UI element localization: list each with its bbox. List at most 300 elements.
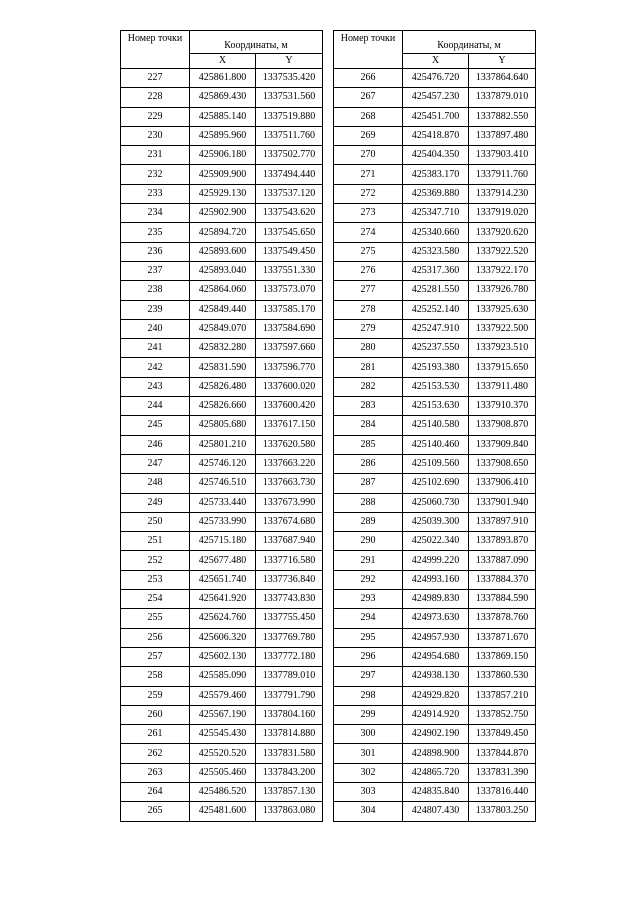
point-number-cell: 244 [121, 397, 190, 416]
point-number-cell: 293 [334, 590, 403, 609]
point-number-cell: 304 [334, 802, 403, 821]
x-coordinate-cell: 425418.870 [403, 126, 469, 145]
x-coordinate-cell: 425826.660 [190, 397, 256, 416]
table-row [121, 782, 323, 801]
point-number-cell: 251 [121, 532, 190, 551]
point-number-cell: 279 [334, 319, 403, 338]
y-coordinate-cell: 1337831.390 [469, 763, 536, 782]
point-number-cell: 231 [121, 146, 190, 165]
point-number-cell: 274 [334, 223, 403, 242]
table-row [334, 590, 536, 609]
point-number-cell: 236 [121, 242, 190, 261]
x-coordinate-cell: 425893.600 [190, 242, 256, 261]
point-number-cell: 302 [334, 763, 403, 782]
table-row [121, 647, 323, 666]
y-coordinate-cell: 1337597.660 [256, 339, 323, 358]
table-row [334, 358, 536, 377]
table-row [334, 802, 536, 821]
x-coordinate-cell: 425641.920 [190, 590, 256, 609]
point-number-cell: 237 [121, 261, 190, 280]
y-coordinate-cell: 1337919.020 [469, 204, 536, 223]
x-coordinate-cell: 425340.660 [403, 223, 469, 242]
point-number-cell: 288 [334, 493, 403, 512]
y-coordinate-cell: 1337663.220 [256, 454, 323, 473]
x-coordinate-cell: 425153.630 [403, 397, 469, 416]
point-number-cell: 256 [121, 628, 190, 647]
point-number-cell: 257 [121, 647, 190, 666]
point-number-cell: 268 [334, 107, 403, 126]
y-coordinate-cell: 1337673.990 [256, 493, 323, 512]
y-coordinate-cell: 1337869.150 [469, 647, 536, 666]
x-coordinate-cell: 425457.230 [403, 88, 469, 107]
x-coordinate-cell: 425486.520 [190, 782, 256, 801]
x-coordinate-cell: 425193.380 [403, 358, 469, 377]
table-row [121, 204, 323, 223]
y-coordinate-cell: 1337620.580 [256, 435, 323, 454]
y-coordinate-cell: 1337804.160 [256, 705, 323, 724]
point-number-cell: 297 [334, 667, 403, 686]
x-coordinate-cell: 425060.730 [403, 493, 469, 512]
point-number-cell: 289 [334, 512, 403, 531]
y-coordinate-cell: 1337908.650 [469, 454, 536, 473]
y-coordinate-cell: 1337857.210 [469, 686, 536, 705]
y-coordinate-cell: 1337600.020 [256, 377, 323, 396]
y-coordinate-cell: 1337852.750 [469, 705, 536, 724]
x-coordinate-cell: 425606.320 [190, 628, 256, 647]
table-row [334, 184, 536, 203]
table-row [334, 126, 536, 145]
table-row [334, 339, 536, 358]
point-number-cell: 253 [121, 570, 190, 589]
table-row [334, 493, 536, 512]
x-coordinate-cell: 424989.830 [403, 590, 469, 609]
point-number-cell: 284 [334, 416, 403, 435]
y-coordinate-cell: 1337893.870 [469, 532, 536, 551]
table-row [121, 69, 323, 88]
x-coordinate-cell: 425895.960 [190, 126, 256, 145]
y-coordinate-cell: 1337535.420 [256, 69, 323, 88]
point-number-cell: 228 [121, 88, 190, 107]
x-coordinate-cell: 425153.530 [403, 377, 469, 396]
y-coordinate-cell: 1337863.080 [256, 802, 323, 821]
y-coordinate-cell: 1337716.580 [256, 551, 323, 570]
point-number-cell: 298 [334, 686, 403, 705]
point-number-cell: 295 [334, 628, 403, 647]
point-number-cell: 273 [334, 204, 403, 223]
table-row [121, 609, 323, 628]
y-coordinate-cell: 1337743.830 [256, 590, 323, 609]
x-coordinate-cell: 425677.480 [190, 551, 256, 570]
y-coordinate-cell: 1337791.790 [256, 686, 323, 705]
table-row [334, 454, 536, 473]
x-coordinate-cell: 425451.700 [403, 107, 469, 126]
table-row [334, 146, 536, 165]
coordinates-table-left [120, 30, 323, 822]
x-coordinate-cell: 425404.350 [403, 146, 469, 165]
y-coordinate-cell: 1337789.010 [256, 667, 323, 686]
table-row [334, 319, 536, 338]
y-coordinate-cell: 1337843.200 [256, 763, 323, 782]
table-row [121, 377, 323, 396]
point-number-cell: 265 [121, 802, 190, 821]
table-row [334, 165, 536, 184]
point-number-cell: 229 [121, 107, 190, 126]
point-number-cell: 283 [334, 397, 403, 416]
point-number-cell: 266 [334, 69, 403, 88]
point-number-cell: 239 [121, 300, 190, 319]
point-number-cell: 247 [121, 454, 190, 473]
y-coordinate-cell: 1337915.650 [469, 358, 536, 377]
point-number-cell: 291 [334, 551, 403, 570]
y-coordinate-cell: 1337901.940 [469, 493, 536, 512]
y-coordinate-cell: 1337908.870 [469, 416, 536, 435]
point-number-cell: 300 [334, 725, 403, 744]
table-row [121, 107, 323, 126]
table-row [334, 705, 536, 724]
x-coordinate-cell: 425849.440 [190, 300, 256, 319]
point-number-cell: 296 [334, 647, 403, 666]
table-row [334, 570, 536, 589]
table-row [334, 300, 536, 319]
table-row [334, 532, 536, 551]
y-coordinate-cell: 1337878.760 [469, 609, 536, 628]
y-coordinate-cell: 1337816.440 [469, 782, 536, 801]
table-row [121, 763, 323, 782]
table-row [121, 474, 323, 493]
y-coordinate-cell: 1337860.530 [469, 667, 536, 686]
x-coordinate-cell: 425347.710 [403, 204, 469, 223]
y-coordinate-cell: 1337844.870 [469, 744, 536, 763]
point-number-cell: 285 [334, 435, 403, 454]
y-coordinate-cell: 1337911.480 [469, 377, 536, 396]
table-row [334, 782, 536, 801]
x-coordinate-cell: 424993.160 [403, 570, 469, 589]
point-number-cell: 242 [121, 358, 190, 377]
y-coordinate-cell: 1337910.370 [469, 397, 536, 416]
table-row [334, 242, 536, 261]
x-coordinate-cell: 425906.180 [190, 146, 256, 165]
table-row [121, 725, 323, 744]
x-coordinate-cell: 425733.440 [190, 493, 256, 512]
y-coordinate-cell: 1337519.880 [256, 107, 323, 126]
table-row [334, 474, 536, 493]
table-row [334, 609, 536, 628]
point-number-cell: 252 [121, 551, 190, 570]
y-coordinate-cell: 1337803.250 [469, 802, 536, 821]
table-row [334, 223, 536, 242]
table-row [121, 358, 323, 377]
point-number-cell: 270 [334, 146, 403, 165]
y-coordinate-cell: 1337882.550 [469, 107, 536, 126]
x-coordinate-cell: 424902.190 [403, 725, 469, 744]
table-row [334, 261, 536, 280]
y-coordinate-cell: 1337887.090 [469, 551, 536, 570]
point-number-cell: 260 [121, 705, 190, 724]
table-row [121, 570, 323, 589]
table-row [121, 667, 323, 686]
y-coordinate-cell: 1337617.150 [256, 416, 323, 435]
y-coordinate-cell: 1337857.130 [256, 782, 323, 801]
point-number-cell: 245 [121, 416, 190, 435]
x-coordinate-cell: 425505.460 [190, 763, 256, 782]
y-coordinate-cell: 1337864.640 [469, 69, 536, 88]
x-coordinate-cell: 424835.840 [403, 782, 469, 801]
y-coordinate-cell: 1337879.010 [469, 88, 536, 107]
table-row [121, 339, 323, 358]
point-number-cell: 243 [121, 377, 190, 396]
y-coordinate-cell: 1337926.780 [469, 281, 536, 300]
table-row [121, 242, 323, 261]
table-row [334, 69, 536, 88]
x-coordinate-cell: 425715.180 [190, 532, 256, 551]
table-row [121, 397, 323, 416]
point-number-cell: 258 [121, 667, 190, 686]
x-coordinate-cell: 424898.900 [403, 744, 469, 763]
y-coordinate-cell: 1337814.880 [256, 725, 323, 744]
y-coordinate-cell: 1337531.560 [256, 88, 323, 107]
point-number-cell: 272 [334, 184, 403, 203]
x-coordinate-cell: 425864.060 [190, 281, 256, 300]
point-number-cell: 240 [121, 319, 190, 338]
point-number-cell: 267 [334, 88, 403, 107]
y-coordinate-cell: 1337922.520 [469, 242, 536, 261]
y-coordinate-cell: 1337849.450 [469, 725, 536, 744]
x-coordinate-cell: 425140.580 [403, 416, 469, 435]
y-column-header: Y [469, 54, 536, 69]
y-coordinate-cell: 1337911.760 [469, 165, 536, 184]
y-coordinate-cell: 1337494.440 [256, 165, 323, 184]
x-coordinate-cell: 425602.130 [190, 647, 256, 666]
x-coordinate-cell: 425369.880 [403, 184, 469, 203]
table-row [334, 667, 536, 686]
coordinates-header: Координаты, м [190, 31, 323, 54]
table-row [121, 184, 323, 203]
x-coordinate-cell: 425252.140 [403, 300, 469, 319]
x-coordinate-cell: 424929.820 [403, 686, 469, 705]
point-number-cell: 282 [334, 377, 403, 396]
point-number-cell: 292 [334, 570, 403, 589]
x-coordinate-cell: 425746.510 [190, 474, 256, 493]
x-coordinate-cell: 425894.720 [190, 223, 256, 242]
y-coordinate-cell: 1337884.370 [469, 570, 536, 589]
table-row [334, 88, 536, 107]
point-number-cell: 261 [121, 725, 190, 744]
table-row [334, 744, 536, 763]
x-coordinate-cell: 425929.130 [190, 184, 256, 203]
y-coordinate-cell: 1337549.450 [256, 242, 323, 261]
point-number-cell: 250 [121, 512, 190, 531]
table-row [121, 435, 323, 454]
y-coordinate-cell: 1337551.330 [256, 261, 323, 280]
x-coordinate-cell: 425651.740 [190, 570, 256, 589]
y-coordinate-cell: 1337884.590 [469, 590, 536, 609]
point-number-cell: 262 [121, 744, 190, 763]
y-coordinate-cell: 1337674.680 [256, 512, 323, 531]
point-number-cell: 246 [121, 435, 190, 454]
table-row [334, 435, 536, 454]
x-coordinate-cell: 425237.550 [403, 339, 469, 358]
point-number-cell: 233 [121, 184, 190, 203]
y-coordinate-cell: 1337537.120 [256, 184, 323, 203]
table-row [334, 281, 536, 300]
x-coordinate-cell: 425733.990 [190, 512, 256, 531]
point-number-cell: 235 [121, 223, 190, 242]
x-coordinate-cell: 425869.430 [190, 88, 256, 107]
table-row [334, 377, 536, 396]
point-number-cell: 277 [334, 281, 403, 300]
y-coordinate-cell: 1337906.410 [469, 474, 536, 493]
table-row [121, 416, 323, 435]
x-coordinate-cell: 424957.930 [403, 628, 469, 647]
x-coordinate-cell: 425476.720 [403, 69, 469, 88]
point-number-cell: 271 [334, 165, 403, 184]
point-number-cell: 264 [121, 782, 190, 801]
y-coordinate-cell: 1337585.170 [256, 300, 323, 319]
x-coordinate-cell: 425909.900 [190, 165, 256, 184]
table-row [121, 744, 323, 763]
y-coordinate-cell: 1337596.770 [256, 358, 323, 377]
point-number-cell: 232 [121, 165, 190, 184]
x-coordinate-cell: 425520.520 [190, 744, 256, 763]
point-number-cell: 294 [334, 609, 403, 628]
x-coordinate-cell: 424938.130 [403, 667, 469, 686]
y-coordinate-cell: 1337736.840 [256, 570, 323, 589]
table-row [121, 281, 323, 300]
x-coordinate-cell: 424999.220 [403, 551, 469, 570]
x-coordinate-cell: 424807.430 [403, 802, 469, 821]
x-coordinate-cell: 425323.580 [403, 242, 469, 261]
x-coordinate-cell: 425102.690 [403, 474, 469, 493]
table-row [121, 88, 323, 107]
y-coordinate-cell: 1337903.410 [469, 146, 536, 165]
x-coordinate-cell: 425805.680 [190, 416, 256, 435]
point-number-cell: 281 [334, 358, 403, 377]
point-number-cell: 299 [334, 705, 403, 724]
point-number-cell: 303 [334, 782, 403, 801]
y-coordinate-cell: 1337511.760 [256, 126, 323, 145]
y-coordinate-cell: 1337755.450 [256, 609, 323, 628]
table-row [334, 107, 536, 126]
y-coordinate-cell: 1337909.840 [469, 435, 536, 454]
point-number-cell: 248 [121, 474, 190, 493]
y-coordinate-cell: 1337545.650 [256, 223, 323, 242]
x-coordinate-cell: 425545.430 [190, 725, 256, 744]
y-coordinate-cell: 1337923.510 [469, 339, 536, 358]
x-coordinate-cell: 425317.360 [403, 261, 469, 280]
table-row [121, 551, 323, 570]
point-number-cell: 275 [334, 242, 403, 261]
y-coordinate-cell: 1337663.730 [256, 474, 323, 493]
x-coordinate-cell: 425893.040 [190, 261, 256, 280]
x-coordinate-cell: 425247.910 [403, 319, 469, 338]
table-row [121, 319, 323, 338]
point-number-cell: 269 [334, 126, 403, 145]
table-row [121, 261, 323, 280]
table-row [121, 223, 323, 242]
x-coordinate-cell: 425567.190 [190, 705, 256, 724]
x-coordinate-cell: 424973.630 [403, 609, 469, 628]
table-row [121, 802, 323, 821]
table-row [334, 204, 536, 223]
table-row [334, 647, 536, 666]
x-coordinate-cell: 424954.680 [403, 647, 469, 666]
y-coordinate-cell: 1337871.670 [469, 628, 536, 647]
table-row [334, 397, 536, 416]
table-row [121, 165, 323, 184]
table-row [334, 512, 536, 531]
table-row [334, 725, 536, 744]
table-row [334, 551, 536, 570]
x-coordinate-cell: 425039.300 [403, 512, 469, 531]
point-number-cell: 234 [121, 204, 190, 223]
y-coordinate-cell: 1337772.180 [256, 647, 323, 666]
y-coordinate-cell: 1337584.690 [256, 319, 323, 338]
point-number-cell: 301 [334, 744, 403, 763]
table-row [121, 300, 323, 319]
y-coordinate-cell: 1337897.480 [469, 126, 536, 145]
point-number-cell: 254 [121, 590, 190, 609]
point-number-header: Номер точки [121, 31, 190, 69]
x-coordinate-cell: 425109.560 [403, 454, 469, 473]
table-row [121, 705, 323, 724]
x-column-header: X [190, 54, 256, 69]
x-coordinate-cell: 425585.090 [190, 667, 256, 686]
y-coordinate-cell: 1337920.620 [469, 223, 536, 242]
table-row [121, 146, 323, 165]
y-coordinate-cell: 1337543.620 [256, 204, 323, 223]
x-coordinate-cell: 425801.210 [190, 435, 256, 454]
table-row [121, 454, 323, 473]
x-coordinate-cell: 425885.140 [190, 107, 256, 126]
table-row [121, 628, 323, 647]
table-row [121, 493, 323, 512]
y-coordinate-cell: 1337769.780 [256, 628, 323, 647]
x-coordinate-cell: 424865.720 [403, 763, 469, 782]
point-number-cell: 255 [121, 609, 190, 628]
coordinates-header: Координаты, м [403, 31, 536, 54]
table-row [121, 590, 323, 609]
x-coordinate-cell: 424914.920 [403, 705, 469, 724]
point-number-cell: 230 [121, 126, 190, 145]
table-row [121, 126, 323, 145]
point-number-cell: 290 [334, 532, 403, 551]
point-number-cell: 278 [334, 300, 403, 319]
table-row [334, 416, 536, 435]
point-number-cell: 263 [121, 763, 190, 782]
x-coordinate-cell: 425849.070 [190, 319, 256, 338]
point-number-cell: 287 [334, 474, 403, 493]
point-number-cell: 286 [334, 454, 403, 473]
x-coordinate-cell: 425281.550 [403, 281, 469, 300]
x-coordinate-cell: 425579.460 [190, 686, 256, 705]
x-coordinate-cell: 425832.280 [190, 339, 256, 358]
x-coordinate-cell: 425383.170 [403, 165, 469, 184]
x-column-header: X [403, 54, 469, 69]
table-row [334, 628, 536, 647]
table-row [121, 686, 323, 705]
point-number-cell: 249 [121, 493, 190, 512]
point-number-cell: 280 [334, 339, 403, 358]
point-number-cell: 259 [121, 686, 190, 705]
y-coordinate-cell: 1337831.580 [256, 744, 323, 763]
y-coordinate-cell: 1337502.770 [256, 146, 323, 165]
y-coordinate-cell: 1337914.230 [469, 184, 536, 203]
x-coordinate-cell: 425831.590 [190, 358, 256, 377]
x-coordinate-cell: 425826.480 [190, 377, 256, 396]
x-coordinate-cell: 425746.120 [190, 454, 256, 473]
x-coordinate-cell: 425902.900 [190, 204, 256, 223]
y-coordinate-cell: 1337687.940 [256, 532, 323, 551]
